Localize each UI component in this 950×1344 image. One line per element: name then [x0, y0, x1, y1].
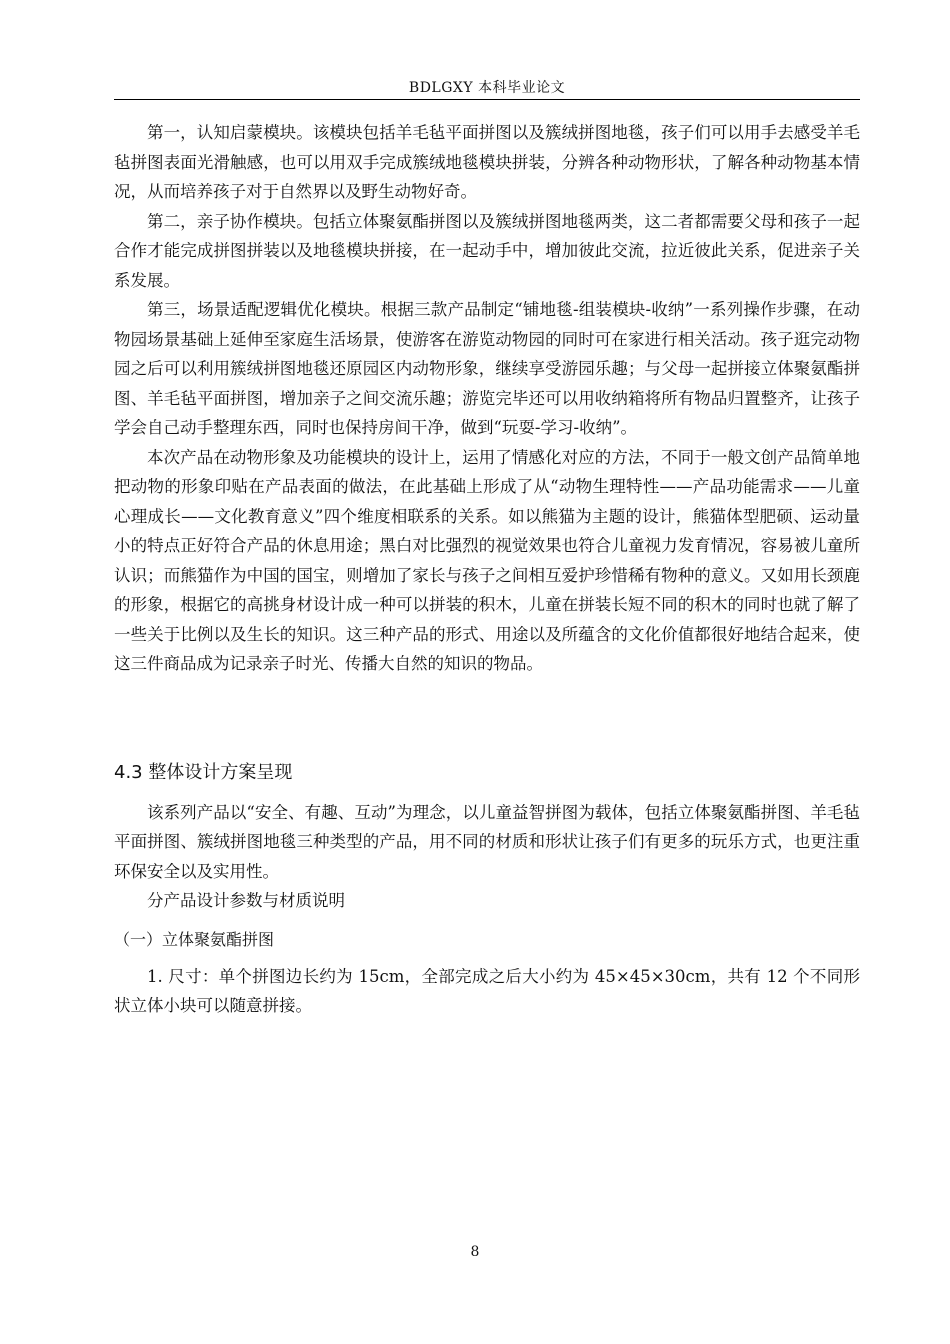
paragraph-cognitive-module: 第一，认知启蒙模块。该模块包括羊毛毡平面拼图以及簇绒拼图地毯，孩子们可以用手去感受羊毛毡拼图表面光滑触感，也可以用双手完成簇绒地毯模块拼装，分辨各种动物形状，了解各种动物基本情况，从而培养孩子对于自然界以及野生动物好奇。 [114, 123, 860, 201]
running-header: BDLGXY 本科毕业论文 [408, 80, 566, 96]
section-heading: 4.3 整体设计方案呈现 [114, 761, 293, 783]
paragraph-scene-module: 第三，场景适配逻辑优化模块。根据三款产品制定“铺地毯-组装模块-收纳”一系列操作步骤，在动物园场景基础上延伸至家庭生活场景，使游客在游览动物园的同时可在家进行相关活动。孩子逛完动物园之后可以利用簇绒拼图地毯还原园区内动物形象，继续享受游园乐趣；与父母一起拼接立体聚氨酯拼图、羊毛毡平面拼图，增加亲子之间交流乐趣；游览完毕还可以用收纳箱将所有物品归置整齐，让孩子学会自己动手整理东西，同时也保持房间干净，做到“玩耍-学习-收纳”。 [114, 300, 860, 437]
paragraph-parent-child-module: 第二，亲子协作模块。包括立体聚氨酯拼图以及簇绒拼图地毯两类，这二者都需要父母和孩子一起合作才能完成拼图拼装以及地毯模块拼接，在一起动手中，增加彼此交流，拉近彼此关系，促进亲子关系发展。 [114, 211, 860, 290]
section-spacer [114, 679, 860, 757]
subsection-heading: （一）立体聚氨酯拼图 [114, 929, 275, 949]
document-body [114, 118, 860, 1021]
page-number: 8 [470, 1244, 480, 1260]
params-label: 分产品设计参数与材质说明 [147, 891, 345, 910]
section-intro-paragraph: 该系列产品以“安全、有趣、互动”为理念，以儿童益智拼图为载体，包括立体聚氨酯拼图、羊毛毡平面拼图、簇绒拼图地毯三种类型的产品，用不同的材质和形状让孩子们有更多的玩乐方式，也更注重环保安全以及实用性。 [114, 802, 860, 881]
paragraph-emotional-design: 本次产品在动物形象及功能模块的设计上，运用了情感化对应的方法，不同于一般文创产品简单地把动物的形象印贴在产品表面的做法，在此基础上形成了从“动物生理特性——产品功能需求——儿童心理成长——文化教育意义”四个维度相联系的关系。如以熊猫为主题的设计，熊猫体型肥硕、运动量小的特点正好符合产品的休息用途；黑白对比强烈的视觉效果也符合儿童视力发育情况，容易被儿童所认识；而熊猫作为中国的国宝，则增加了家长与孩子之间相互爱护珍惜稀有物种的意义。又如用长颈鹿的形象，根据它的高挑身材设计成一种可以拼装的积木，儿童在拼装长短不同的积木的同时也就了解了一些关于比例以及生长的知识。这三种产品的形式、用途以及所蕴含的文化价值都很好地结合起来，使这三件商品成为记录亲子时光、传播大自然的知识的物品。 [114, 447, 860, 673]
size-item-paragraph: 1. 尺寸：单个拼图边长约为 15cm，全部完成之后大小约为 45×45×30cm，共有 12 个不同形状立体小块可以随意拼接。 [114, 966, 860, 1015]
header-rule [114, 99, 860, 100]
